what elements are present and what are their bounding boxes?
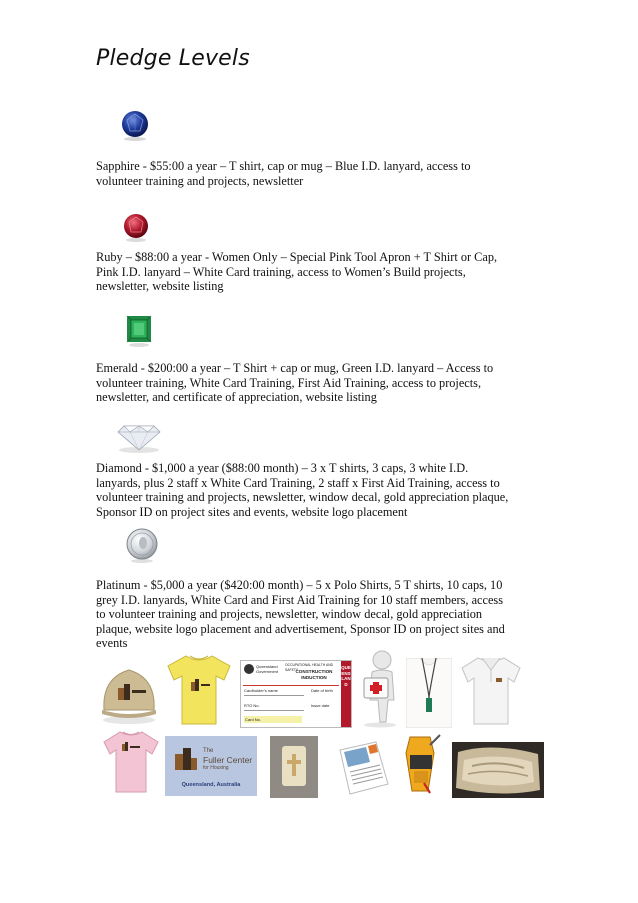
lanyard-image bbox=[406, 658, 452, 728]
card-title: CONSTRUCTION INDUCTION bbox=[295, 669, 333, 680]
card-field-issue: Issue date bbox=[311, 703, 330, 708]
pink-tshirt-image bbox=[100, 728, 162, 796]
construction-induction-card bbox=[240, 660, 352, 728]
sapphire-gem-icon bbox=[118, 108, 152, 142]
first-aid-figure-image bbox=[358, 648, 402, 728]
platinum-coin-icon bbox=[124, 526, 160, 564]
queensland-crest-icon bbox=[244, 664, 254, 674]
card-field-rto: RTO No. bbox=[244, 703, 260, 708]
card-header: OCCUPATIONAL HEALTH AND SAFETY bbox=[285, 663, 334, 672]
logo-location: Queensland, Australia bbox=[181, 782, 241, 788]
white-polo-image bbox=[458, 652, 524, 728]
ruby-level-text: Ruby – $88:00 a year - Women Only – Special Pink Tool Apron + T Shirt or Cap, Pink I.D. lanyard – White Card training, access to Women’s Build projects, newsletter, website listing bbox=[96, 250, 498, 294]
card-field-name: Cardholder’s name bbox=[244, 688, 278, 693]
tool-apron-image bbox=[400, 733, 442, 795]
diamond-level-text: Diamond - $1,000 a year ($88:00 month) – 3 x T shirts, 3 caps, 3 white I.D. lanyards, plus 2 staff x White Card Training, 2 staff x First Aid Training, access to volunteer training and projects, newsletter, window decal, gold appreciation plaque, Sponsor ID on project sites and events, website logo placement bbox=[96, 461, 509, 519]
platinum-level-text: Platinum - $5,000 a year ($420:00 month) – 5 x Polo Shirts, 5 T shirts, 10 caps, 10 grey I.D. lanyards, White Card and First Aid Training for 10 staff members, access to volunteer training and projects, newsletter, window decal, gold appreciation plaque, website logo placement and advertisement, Sponsor ID on project sites and events bbox=[96, 578, 505, 651]
folded-shirts-image bbox=[452, 742, 544, 798]
house-logo-icon bbox=[175, 746, 199, 772]
emerald-level-text: Emerald - $200:00 a year – T Shirt + cap or mug, Green I.D. lanyard – Access to volunteer training, White Card Training, First Aid Training, access to projects, newsletter, and certificate of appreciation, website listing bbox=[96, 361, 494, 405]
emerald-gem-icon bbox=[124, 314, 154, 348]
logo-line2: Fuller Center bbox=[203, 755, 253, 765]
card-field-no: Card No. bbox=[245, 717, 262, 722]
window-decal-image bbox=[270, 736, 318, 798]
yellow-tshirt-image bbox=[164, 652, 234, 728]
card-field-dob: Date of birth bbox=[311, 688, 333, 693]
card-side-strip: QUEENSLAND bbox=[341, 661, 351, 727]
cap-image bbox=[98, 660, 160, 726]
newsletter-image bbox=[336, 740, 392, 798]
diamond-gem-icon bbox=[114, 418, 164, 454]
sapphire-level-text: Sapphire - $55:00 a year – T shirt, cap or mug – Blue I.D. lanyard, access to volunteer training and projects, newsletter bbox=[96, 159, 471, 188]
logo-line1: The bbox=[203, 748, 214, 754]
logo-line3: for Housing bbox=[203, 765, 229, 771]
page-title: Pledge Levels bbox=[96, 46, 250, 71]
ruby-gem-icon bbox=[120, 211, 152, 243]
fuller-center-logo bbox=[165, 736, 257, 796]
card-org: Queensland Government bbox=[256, 664, 279, 674]
